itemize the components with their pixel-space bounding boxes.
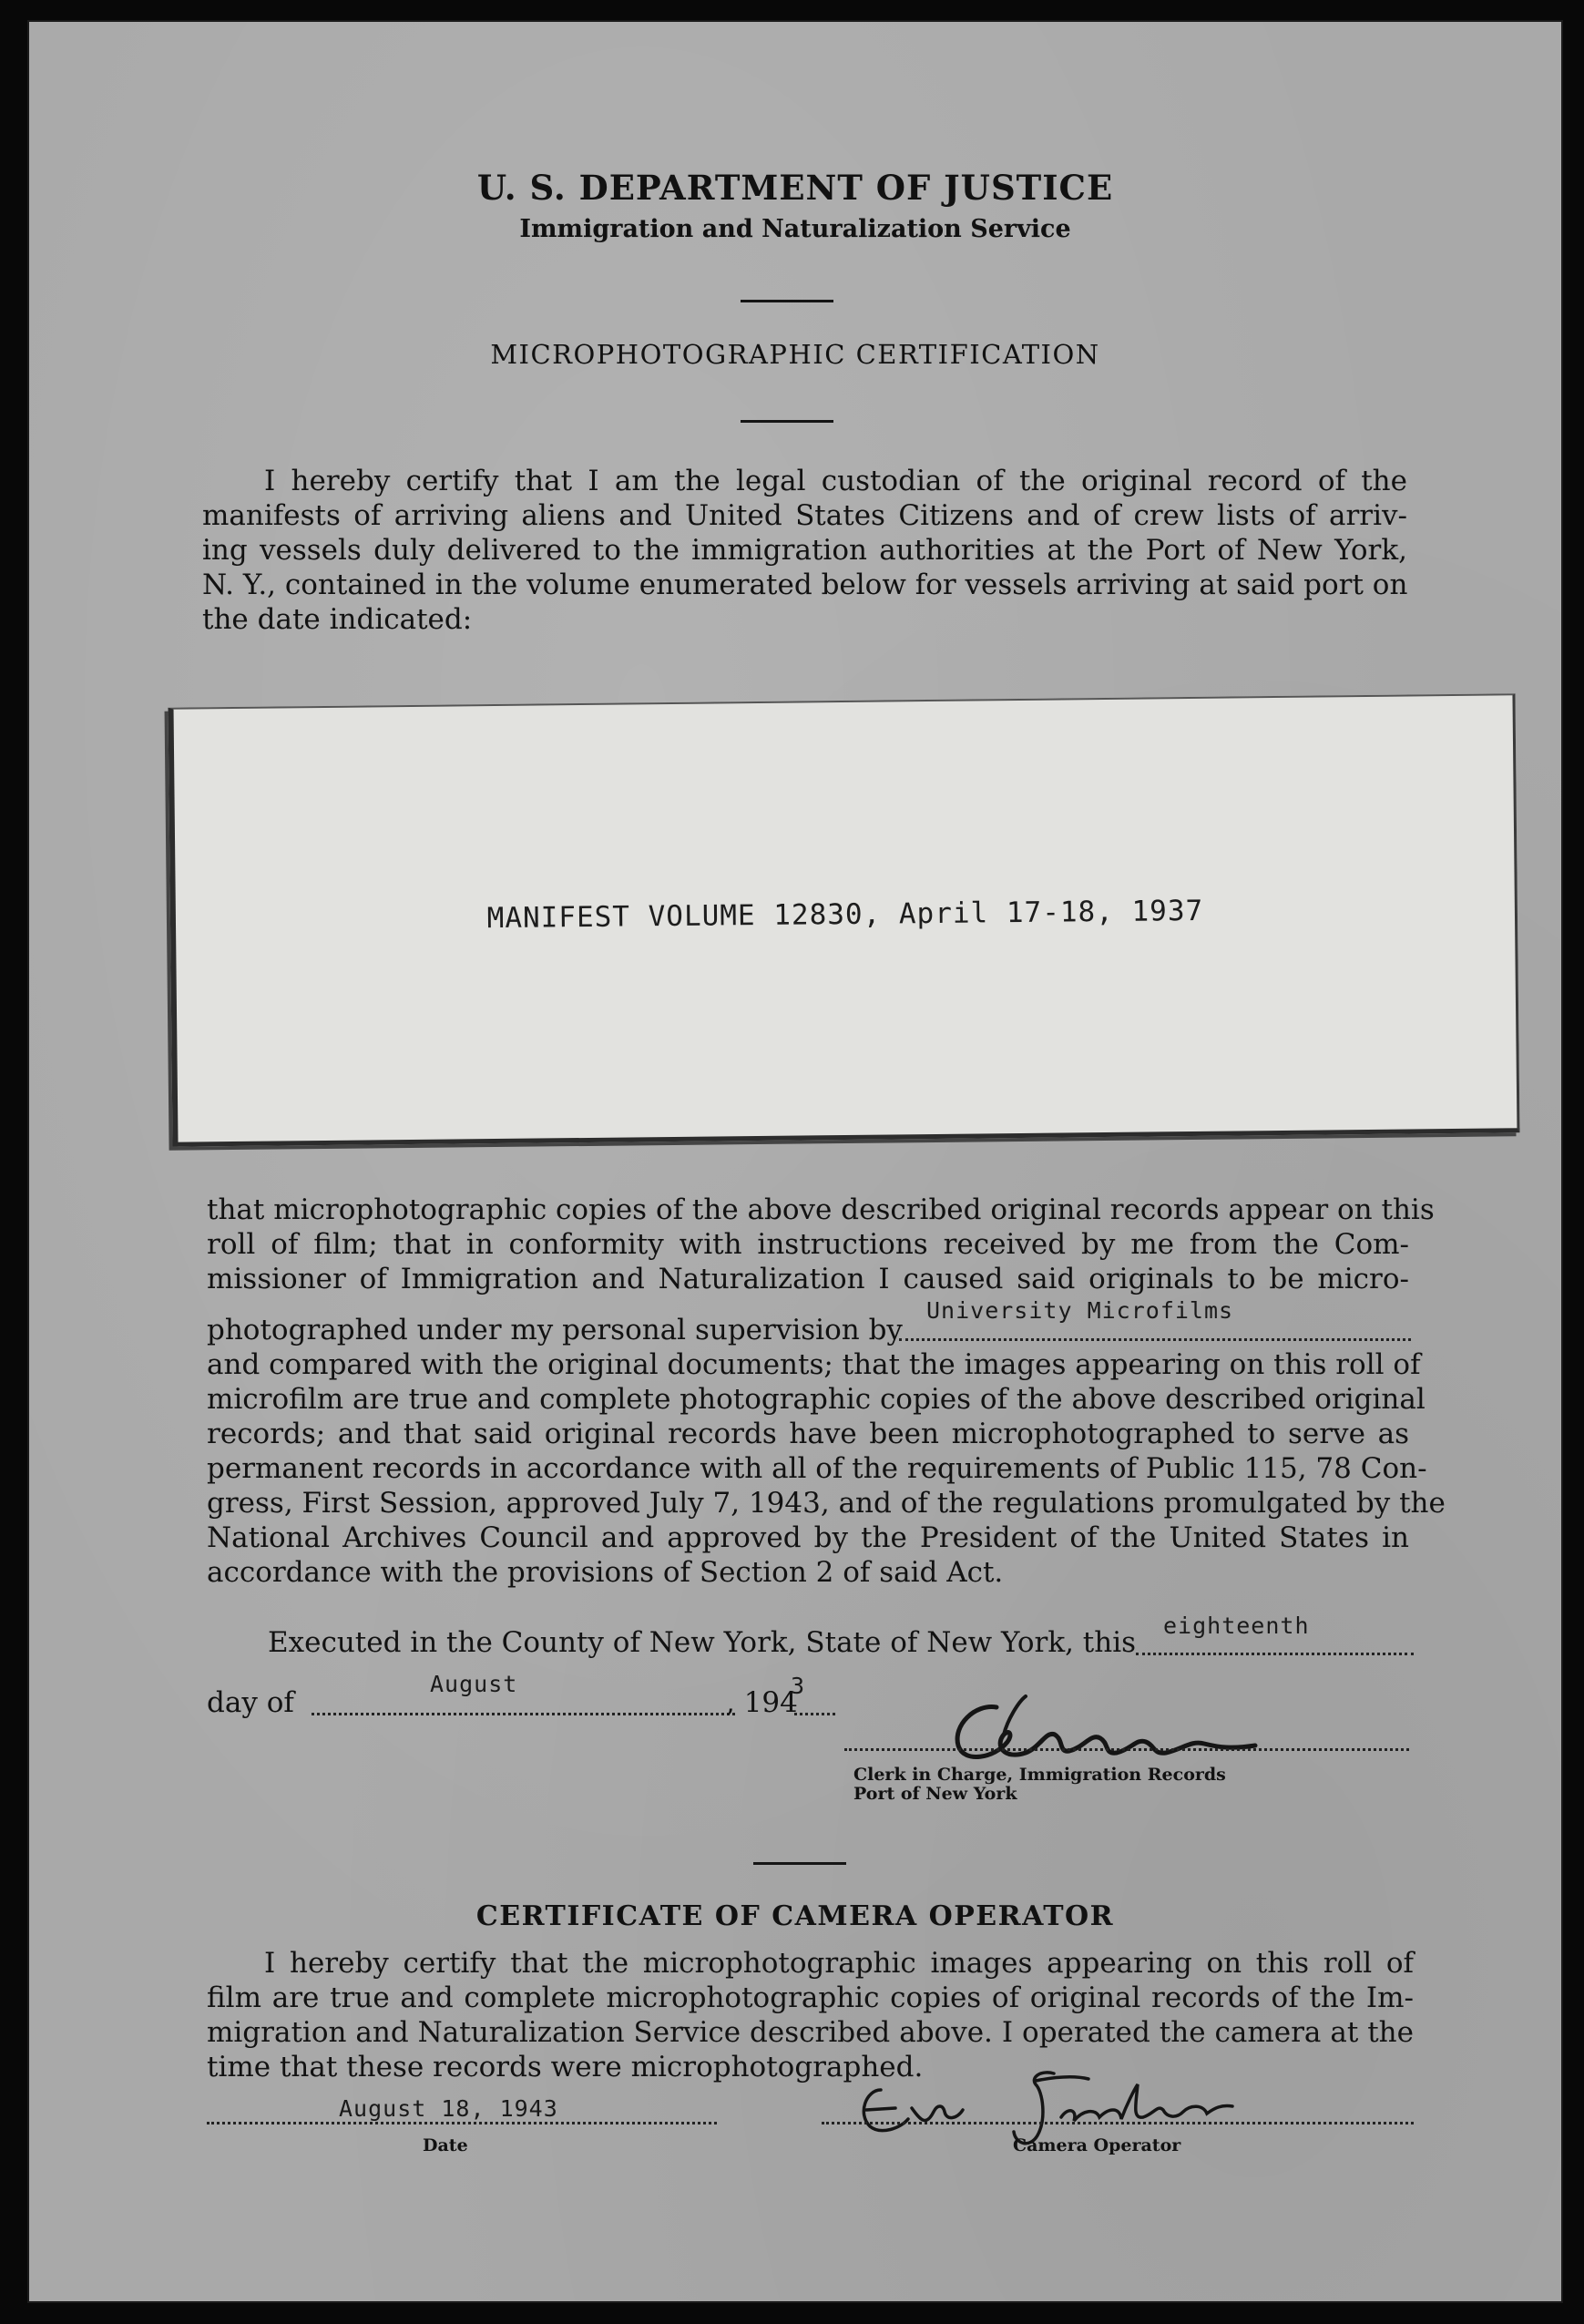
body-line: gress, First Session, approved July 7, 1943, and of the regulations promulgated by the	[207, 1487, 1446, 1520]
body-line: National Archives Council and approved by the President of the United States in	[207, 1521, 1409, 1554]
body-line: missioner of Immigration and Naturalization I caused said originals to be micro-	[207, 1263, 1409, 1295]
year-digit-value: 3	[791, 1673, 806, 1699]
microfilm-company-value: University Microfilms	[926, 1297, 1234, 1324]
execution-line: Executed in the County of New York, State of New York, this	[268, 1626, 1137, 1659]
dotted-fill-line	[794, 1713, 835, 1715]
body-line: microfilm are true and complete photographic copies of the above described original	[207, 1383, 1426, 1416]
clerk-port: Port of New York	[853, 1784, 1017, 1804]
signature-line	[844, 1748, 1409, 1751]
day-of-label: day of	[207, 1686, 294, 1719]
body-line: permanent records in accordance with all of the requirements of Public 115, 78 Con-	[207, 1452, 1427, 1485]
clerk-title: Clerk in Charge, Immigration Records	[853, 1765, 1226, 1785]
dotted-fill-line	[312, 1713, 735, 1715]
signature-line	[822, 2122, 1414, 2124]
dotted-fill-line	[1136, 1653, 1414, 1655]
date-label: Date	[423, 2135, 468, 2155]
intro-line: N. Y., contained in the volume enumerated below for vessels arriving at said port on	[202, 568, 1408, 601]
body-line: records; and that said original records have been microphotographed to serve as	[207, 1418, 1409, 1450]
body-line: that microphotographic copies of the above described original records appear on this	[207, 1193, 1435, 1226]
manifest-slip	[169, 693, 1520, 1146]
day-value: eighteenth	[1163, 1612, 1310, 1639]
intro-line: manifests of arriving aliens and United States Citizens and of crew lists of arriv-	[202, 499, 1407, 532]
intro-line: the date indicated:	[202, 603, 473, 636]
dotted-fill-line	[899, 1338, 1411, 1341]
intro-line: I hereby certify that I am the legal custodian of the original record of the	[264, 465, 1407, 497]
certificate-page	[27, 20, 1563, 2303]
body-line: roll of film; that in conformity with instructions received by me from the Com-	[207, 1228, 1409, 1261]
camera-line: I hereby certify that the microphotographic images appearing on this roll of	[264, 1947, 1414, 1980]
camera-line: film are true and complete microphotographic copies of original records of the Im-	[207, 1981, 1414, 2014]
divider	[741, 420, 833, 423]
service-subheading: Immigration and Naturalization Service	[519, 215, 1071, 243]
certification-title: MICROPHOTOGRAPHIC CERTIFICATION	[490, 339, 1100, 370]
manifest-volume-text: MANIFEST VOLUME 12830, April 17-18, 1937	[486, 894, 1204, 936]
camera-operator-label: Camera Operator	[1013, 2135, 1181, 2155]
body-line: photographed under my personal supervision by	[207, 1314, 903, 1346]
body-line: accordance with the provisions of Section 2 of said Act.	[207, 1556, 1004, 1589]
date-value: August 18, 1943	[339, 2095, 558, 2122]
divider	[753, 1862, 846, 1865]
camera-operator-title: CERTIFICATE OF CAMERA OPERATOR	[475, 1900, 1115, 1932]
camera-line: time that these records were microphotographed.	[207, 2051, 924, 2083]
intro-line: ing vessels duly delivered to the immigration authorities at the Port of New York,	[202, 534, 1407, 567]
date-line	[207, 2122, 717, 2124]
department-heading: U. S. DEPARTMENT OF JUSTICE	[476, 168, 1114, 208]
year-prefix: , 194	[726, 1686, 798, 1719]
clerk-signature	[931, 1689, 1323, 1776]
divider	[741, 300, 833, 302]
body-line: and compared with the original documents; that the images appearing on this roll of	[207, 1348, 1421, 1381]
camera-line: migration and Naturalization Service described above. I operated the camera at the	[207, 2016, 1414, 2049]
month-value: August	[430, 1671, 518, 1697]
